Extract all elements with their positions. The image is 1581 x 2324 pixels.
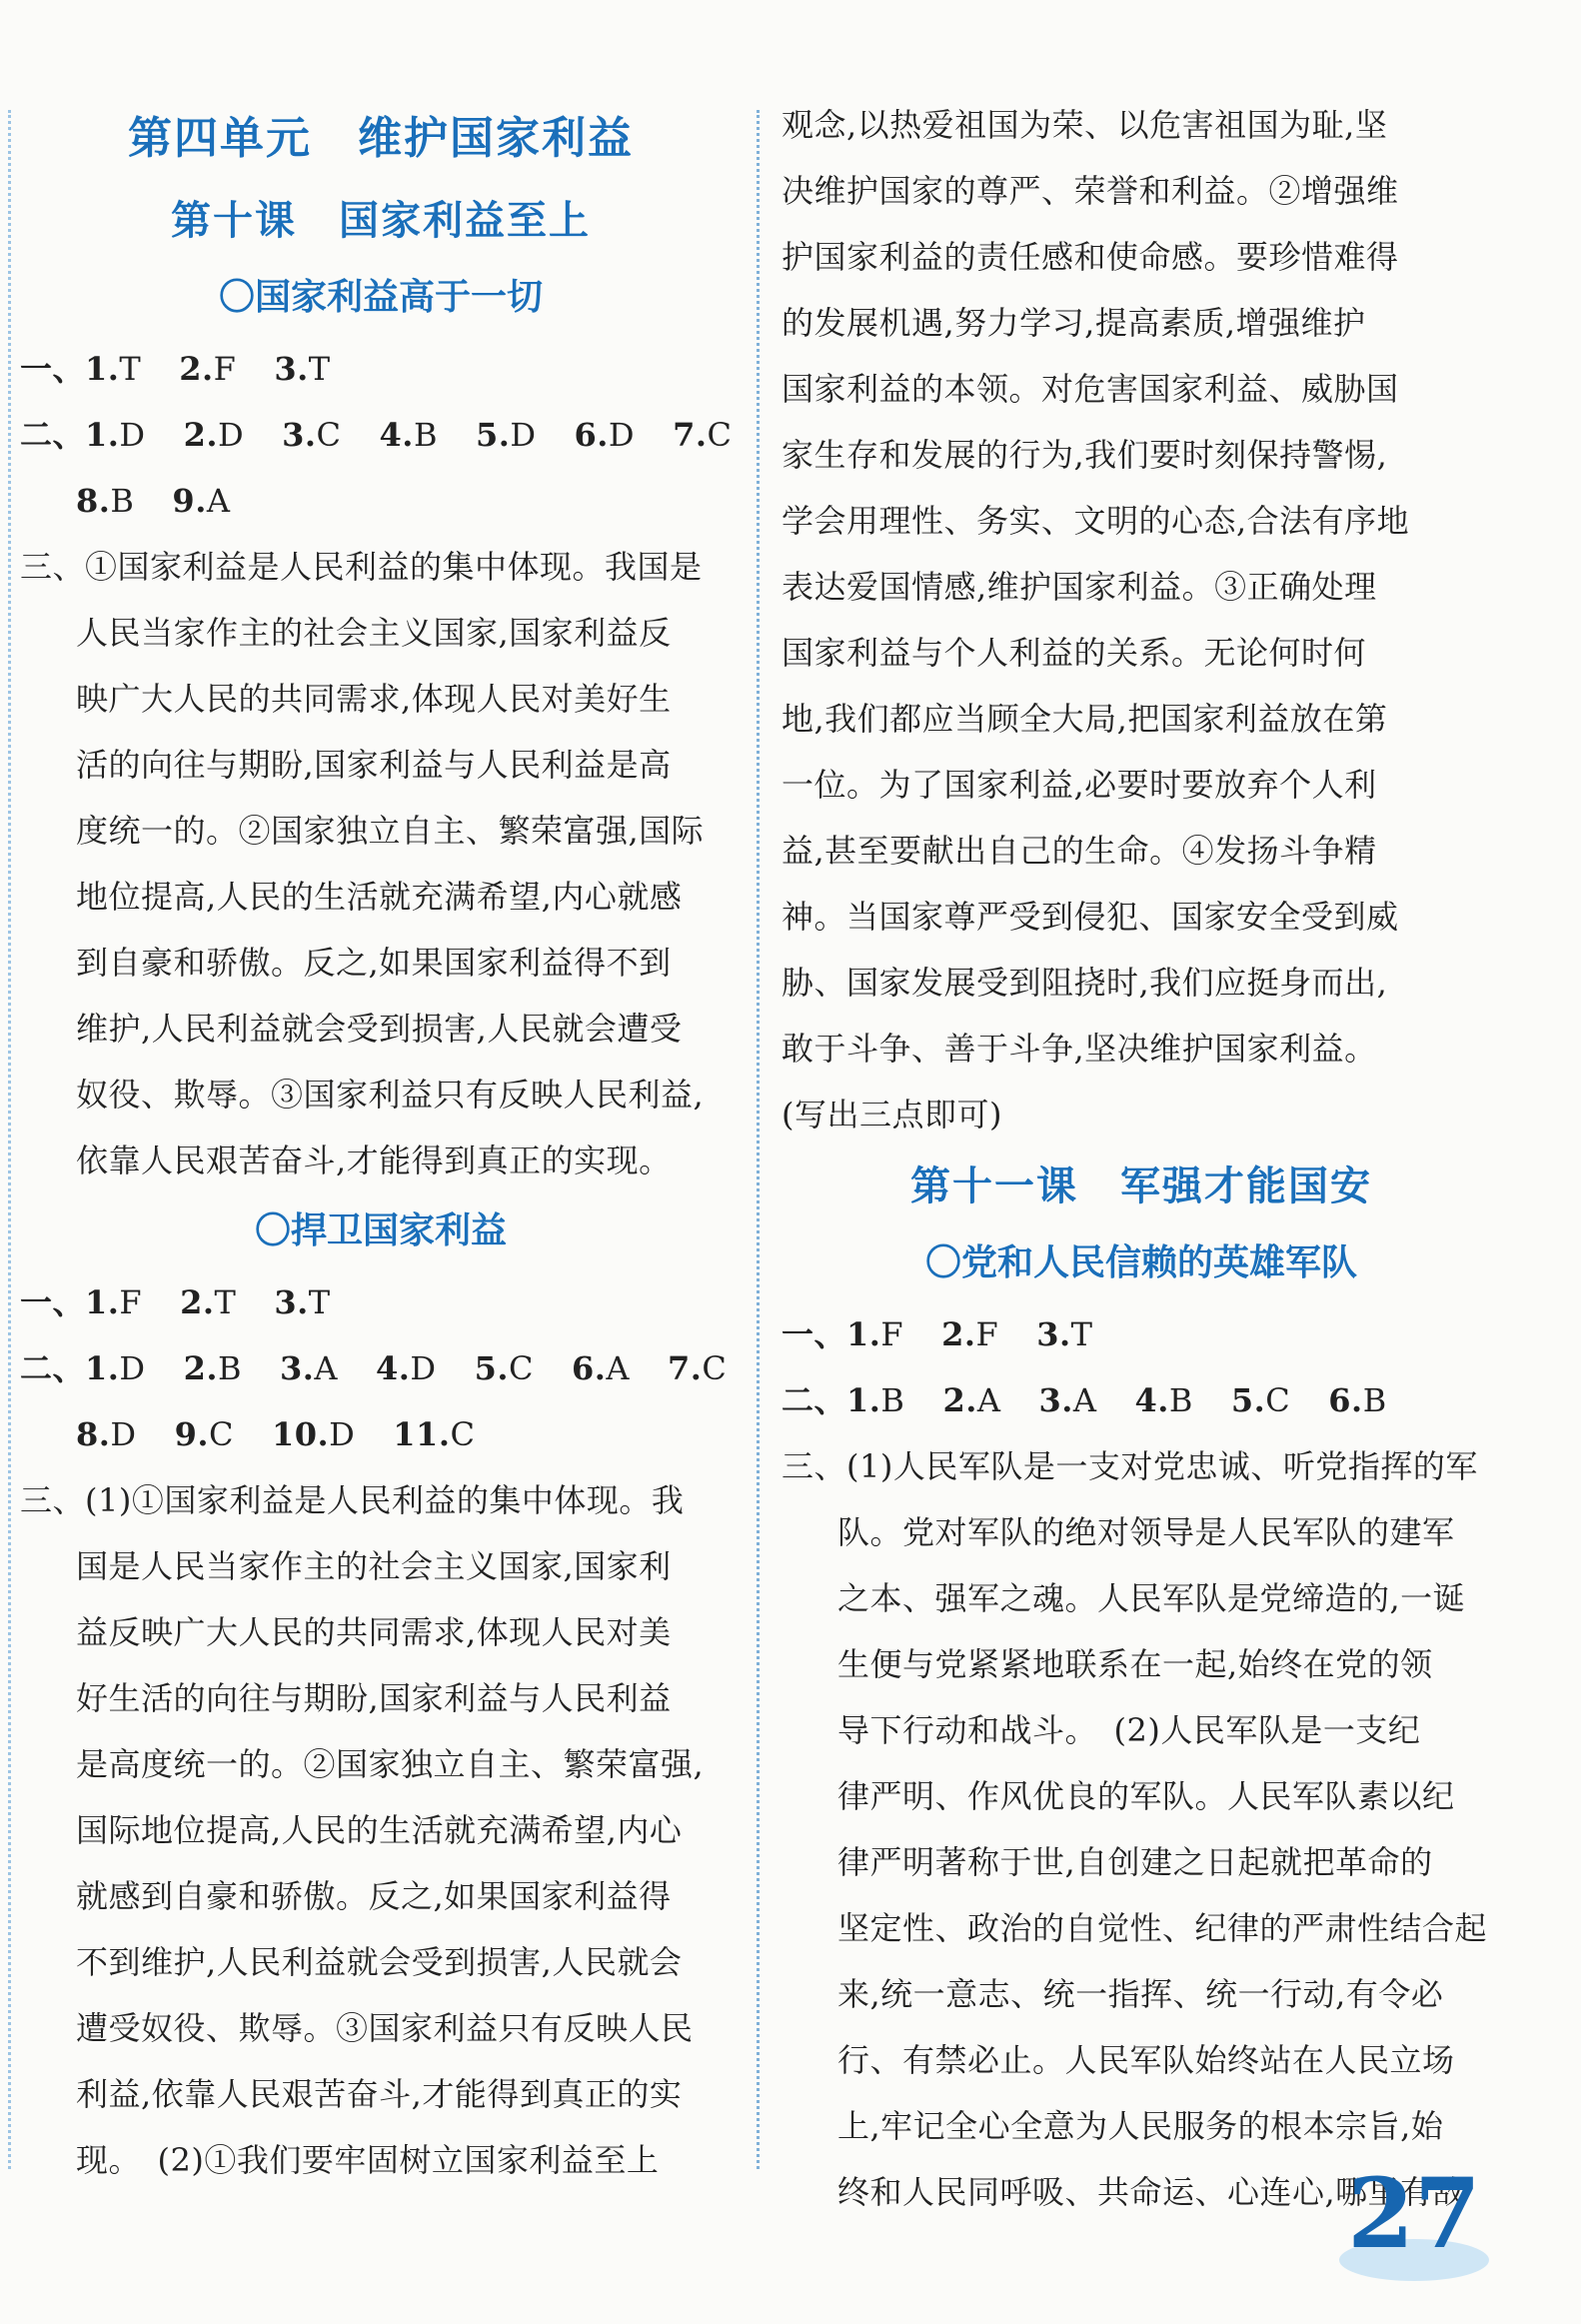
answer-letter: C bbox=[508, 1349, 534, 1387]
left-margin-dots bbox=[8, 110, 11, 2169]
answer-letter: B bbox=[1168, 1381, 1193, 1419]
text-line: 活的向往与期盼,国家利益与人民利益是高 bbox=[76, 746, 672, 784]
question-number: 9. bbox=[172, 482, 207, 520]
question-number: 3. bbox=[280, 1349, 315, 1387]
answer-item bbox=[76, 482, 134, 520]
text-line: 导下行动和战斗。 (2)人民军队是一支纪 bbox=[837, 1711, 1421, 1749]
answer-item bbox=[20, 1283, 142, 1321]
answer-row bbox=[782, 1367, 1501, 1433]
text-line: 国是人民当家作主的社会主义国家,国家利 bbox=[76, 1547, 672, 1585]
text-line: 到自豪和骄傲。反之,如果国家利益得不到 bbox=[76, 944, 672, 982]
answer-row bbox=[782, 1301, 1501, 1367]
text-line: 队。党对军队的绝对领导是人民军队的建军 bbox=[837, 1513, 1455, 1551]
text-line: 利益,依靠人民艰苦奋斗,才能得到真正的实 bbox=[76, 2075, 683, 2113]
question-number: 一、1. bbox=[20, 350, 120, 388]
answer-item bbox=[20, 1349, 146, 1387]
answer-item bbox=[1038, 1381, 1096, 1419]
text-line: 不到维护,人民利益就会受到损害,人民就会 bbox=[76, 1943, 683, 1981]
answer-letter: T bbox=[308, 1283, 331, 1321]
answer-letter: T bbox=[214, 1283, 237, 1321]
answer-row bbox=[20, 1335, 742, 1401]
answer-item bbox=[575, 416, 636, 454]
text-line: 律严明、作风优良的军队。人民军队素以纪 bbox=[837, 1777, 1455, 1815]
answer-item bbox=[941, 1315, 998, 1353]
answer-letter: T bbox=[1070, 1315, 1093, 1353]
answer-letter: B bbox=[217, 1349, 242, 1387]
question-number: 10. bbox=[271, 1415, 330, 1453]
text-line: 地位提高,人民的生活就充满希望,内心就感 bbox=[76, 878, 683, 916]
question-number: 二、1. bbox=[20, 416, 120, 454]
answer-letter: D bbox=[217, 416, 245, 454]
text-line: 观念,以热爱祖国为荣、以危害祖国为耻,坚 bbox=[782, 106, 1388, 144]
text-line: 映广大人民的共同需求,体现人民对美好生 bbox=[76, 680, 672, 718]
question-number: 2. bbox=[941, 1315, 976, 1353]
answer-letter: C bbox=[707, 416, 733, 454]
text-line: 之本、强军之魂。人民军队是党缔造的,一诞 bbox=[837, 1579, 1466, 1617]
answer-letter: D bbox=[110, 1415, 137, 1453]
question-number: 3. bbox=[274, 1283, 309, 1321]
question-number: 二、1. bbox=[20, 1349, 120, 1387]
answer-item bbox=[179, 350, 236, 388]
question-number: 2. bbox=[183, 1349, 218, 1387]
question-number: 一、1. bbox=[782, 1315, 881, 1353]
answer-row bbox=[20, 1269, 742, 1335]
lesson-title: 第十一课 军强才能国安 bbox=[910, 1163, 1372, 1209]
answer-item bbox=[274, 350, 330, 388]
answer-letter: C bbox=[702, 1349, 728, 1387]
text-line: 终和人民同呼吸、共命运、心连心,哪里有敌 bbox=[837, 2173, 1466, 2211]
answer-letter: B bbox=[413, 416, 438, 454]
answer-letter: D bbox=[329, 1415, 356, 1453]
question-number: 5. bbox=[1230, 1381, 1266, 1419]
text-line: 坚定性、政治的自觉性、纪律的严肃性结合起 bbox=[837, 1909, 1488, 1947]
unit-title: 第四单元 维护国家利益 bbox=[128, 113, 634, 164]
question-number: 3. bbox=[1038, 1381, 1073, 1419]
text-line: 学会用理性、务实、文明的心态,合法有序地 bbox=[782, 502, 1410, 540]
answer-item bbox=[184, 1349, 242, 1387]
text-line: 三、(1)人民军队是一支对党忠诚、听党指挥的军 bbox=[782, 1447, 1478, 1485]
question-number: 2. bbox=[942, 1381, 977, 1419]
answer-item bbox=[282, 416, 341, 454]
answer-row bbox=[20, 402, 742, 468]
text-line: 现。 (2)①我们要牢固树立国家利益至上 bbox=[76, 2141, 660, 2179]
lesson-title: 第十课 国家利益至上 bbox=[171, 198, 591, 244]
answer-letter: F bbox=[213, 350, 237, 388]
question-number: 9. bbox=[174, 1415, 209, 1453]
text-line: 奴役、欺辱。③国家利益只有反映人民利益, bbox=[76, 1076, 705, 1114]
question-number: 7. bbox=[673, 416, 708, 454]
question-number: 8. bbox=[76, 1415, 111, 1453]
question-number: 4. bbox=[1134, 1381, 1169, 1419]
text-line: 敢于斗争、善于斗争,坚决维护国家利益。 bbox=[782, 1030, 1377, 1068]
text-line: 家生存和发展的行为,我们要时刻保持警惕, bbox=[782, 436, 1388, 474]
question-number: 7. bbox=[667, 1349, 703, 1387]
question-number: 5. bbox=[475, 416, 511, 454]
left-column bbox=[20, 96, 742, 2193]
text-line: 行、有禁必止。人民军队始终站在人民立场 bbox=[837, 2041, 1455, 2079]
answer-row bbox=[20, 336, 742, 402]
question-number: 8. bbox=[76, 482, 111, 520]
answer-letter: C bbox=[316, 416, 342, 454]
answer-letter: A bbox=[314, 1349, 339, 1387]
answer-letter: A bbox=[606, 1349, 630, 1387]
question-number: 2. bbox=[180, 1283, 215, 1321]
text-line: 依靠人民艰苦奋斗,才能得到真正的实现。 bbox=[76, 1142, 672, 1179]
answer-letter: B bbox=[110, 482, 135, 520]
question-number: 3. bbox=[1036, 1315, 1071, 1353]
answer-paragraph bbox=[20, 1467, 742, 2193]
answer-item bbox=[376, 1349, 437, 1387]
page-number-text: 27 bbox=[1347, 2157, 1481, 2270]
column-divider bbox=[757, 110, 760, 2169]
section-title: 〇党和人民信赖的英雄军队 bbox=[924, 1242, 1357, 1283]
answer-row bbox=[20, 1401, 742, 1467]
answer-item bbox=[572, 1349, 630, 1387]
answer-letter: D bbox=[410, 1349, 437, 1387]
answer-item bbox=[274, 1283, 330, 1321]
text-line: 度统一的。②国家独立自主、繁荣富强,国际 bbox=[76, 812, 705, 850]
question-number: 4. bbox=[376, 1349, 411, 1387]
text-line: 上,牢记全心全意为人民服务的根本宗旨,始 bbox=[837, 2107, 1444, 2145]
answer-letter: A bbox=[206, 482, 231, 520]
answer-item bbox=[272, 1415, 355, 1453]
text-line: 国家利益的本领。对危害国家利益、威胁国 bbox=[782, 370, 1399, 408]
text-line: 一位。为了国家利益,必要时要放弃个人利 bbox=[782, 766, 1377, 804]
answer-letter: C bbox=[450, 1415, 476, 1453]
answer-paragraph bbox=[782, 92, 1501, 1148]
answer-item bbox=[1231, 1381, 1290, 1419]
question-number: 11. bbox=[393, 1415, 451, 1453]
section-title: 〇捍卫国家利益 bbox=[254, 1210, 507, 1251]
question-number: 2. bbox=[183, 416, 218, 454]
answer-item bbox=[668, 1349, 727, 1387]
text-line: 维护,人民利益就会受到损害,人民就会遭受 bbox=[76, 1010, 683, 1048]
text-line: 表达爱国情感,维护国家利益。③正确处理 bbox=[782, 568, 1377, 606]
question-number: 6. bbox=[571, 1349, 607, 1387]
answer-letter: F bbox=[975, 1315, 999, 1353]
answer-letter: F bbox=[119, 1283, 143, 1321]
answer-letter: T bbox=[119, 350, 142, 388]
answer-paragraph bbox=[20, 534, 742, 1193]
question-number: 3. bbox=[282, 416, 317, 454]
answer-letter: A bbox=[976, 1381, 1001, 1419]
text-line: 决维护国家的尊严、荣誉和利益。②增强维 bbox=[782, 172, 1399, 210]
answer-row bbox=[20, 468, 742, 534]
answer-item bbox=[180, 1283, 236, 1321]
question-number: 二、1. bbox=[782, 1381, 881, 1419]
text-line: 生便与党紧紧地联系在一起,始终在党的领 bbox=[837, 1645, 1433, 1683]
text-line: 人民当家作主的社会主义国家,国家利益反 bbox=[76, 614, 672, 652]
answer-letter: T bbox=[308, 350, 331, 388]
question-number: 6. bbox=[1328, 1381, 1363, 1419]
text-line: 律严明著称于世,自创建之日起就把革命的 bbox=[837, 1843, 1433, 1881]
text-line: 三、①国家利益是人民利益的集中体现。我国是 bbox=[20, 548, 703, 586]
text-line: 益,甚至要献出自己的生命。④发扬斗争精 bbox=[782, 832, 1377, 870]
answer-item bbox=[782, 1315, 903, 1353]
answer-item bbox=[1328, 1381, 1386, 1419]
answer-letter: C bbox=[1265, 1381, 1291, 1419]
text-line: 护国家利益的责任感和使命感。要珍惜难得 bbox=[782, 238, 1399, 276]
answer-letter: B bbox=[880, 1381, 905, 1419]
answer-item bbox=[380, 416, 438, 454]
answer-item bbox=[184, 416, 245, 454]
text-line: 神。当国家尊严受到侵犯、国家安全受到威 bbox=[782, 898, 1399, 936]
answer-letter: D bbox=[510, 416, 537, 454]
answer-item bbox=[20, 350, 141, 388]
text-line: 国家利益与个人利益的关系。无论何时何 bbox=[782, 634, 1367, 672]
question-number: 2. bbox=[179, 350, 214, 388]
question-number: 3. bbox=[274, 350, 309, 388]
answer-item bbox=[280, 1349, 338, 1387]
answer-item bbox=[393, 1415, 475, 1453]
answer-item bbox=[20, 416, 146, 454]
answer-letter: D bbox=[119, 1349, 146, 1387]
answer-item bbox=[475, 1349, 534, 1387]
answer-letter: C bbox=[208, 1415, 234, 1453]
answer-item bbox=[782, 1381, 904, 1419]
text-line: 来,统一意志、统一指挥、统一行动,有令必 bbox=[837, 1975, 1444, 2013]
question-number: 一、1. bbox=[20, 1283, 120, 1321]
answer-letter: A bbox=[1072, 1381, 1097, 1419]
answer-item bbox=[1134, 1381, 1192, 1419]
answer-item bbox=[673, 416, 732, 454]
text-line: 地,我们都应当顾全大局,把国家利益放在第 bbox=[782, 700, 1388, 738]
text-line: (写出三点即可) bbox=[782, 1096, 1002, 1134]
answer-item bbox=[476, 416, 537, 454]
answer-letter: F bbox=[880, 1315, 904, 1353]
question-number: 6. bbox=[574, 416, 609, 454]
text-line: 遭受奴役、欺辱。③国家利益只有反映人民 bbox=[76, 2009, 694, 2047]
text-line: 胁、国家发展受到阻挠时,我们应挺身而出, bbox=[782, 964, 1388, 1002]
text-line: 益反映广大人民的共同需求,体现人民对美 bbox=[76, 1613, 672, 1651]
answer-item bbox=[175, 1415, 234, 1453]
answer-letter: D bbox=[608, 416, 636, 454]
text-line: 好生活的向往与期盼,国家利益与人民利益 bbox=[76, 1679, 672, 1717]
answer-letter: D bbox=[119, 416, 146, 454]
question-number: 4. bbox=[379, 416, 414, 454]
answer-paragraph bbox=[782, 1433, 1501, 2225]
answer-item bbox=[942, 1381, 1000, 1419]
answer-item bbox=[1036, 1315, 1092, 1353]
section-title: 〇国家利益高于一切 bbox=[218, 277, 543, 318]
question-number: 5. bbox=[474, 1349, 509, 1387]
text-line: 的发展机遇,努力学习,提高素质,增强维护 bbox=[782, 304, 1366, 342]
text-line: 是高度统一的。②国家独立自主、繁荣富强, bbox=[76, 1745, 705, 1783]
text-line: 就感到自豪和骄傲。反之,如果国家利益得 bbox=[76, 1877, 672, 1915]
answer-item bbox=[76, 1415, 137, 1453]
right-column bbox=[782, 92, 1501, 2225]
answer-letter: B bbox=[1362, 1381, 1387, 1419]
text-line: 三、(1)①国家利益是人民利益的集中体现。我 bbox=[20, 1481, 685, 1519]
text-line: 国际地位提高,人民的生活就充满希望,内心 bbox=[76, 1811, 683, 1849]
answer-item bbox=[172, 482, 230, 520]
page-number bbox=[1339, 2149, 1489, 2299]
